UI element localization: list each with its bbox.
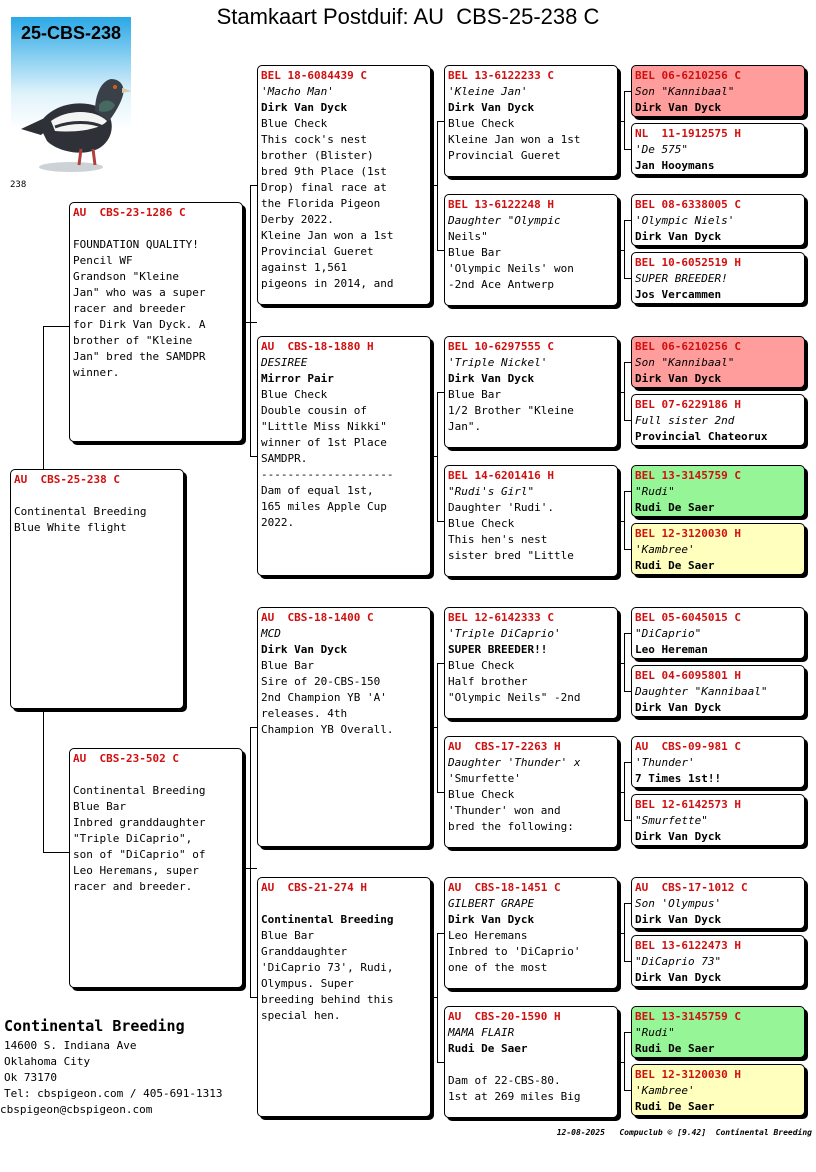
- grandparent-card: [257, 877, 431, 1117]
- owner-name: Dirk Van Dyck: [261, 101, 348, 114]
- ancestor-card: [631, 123, 805, 175]
- description-line: [14, 488, 180, 504]
- connector-line: [250, 727, 257, 728]
- description-line: Blue Check: [448, 788, 515, 801]
- ring-number: BEL 12-3120030 H: [635, 1068, 741, 1081]
- owner-name: Rudi De Saer: [448, 1042, 528, 1055]
- ring-number: NL 11-1912575 H: [635, 127, 741, 140]
- description-line: -2nd Ace Antwerp: [448, 278, 554, 291]
- connector-line: [624, 220, 631, 221]
- description-line: 2022.: [261, 516, 295, 529]
- connector-line: [624, 762, 631, 763]
- connector-line: [624, 278, 631, 279]
- ring-number: BEL 06-6210256 C: [635, 340, 741, 353]
- connector-line: [437, 933, 444, 934]
- pigeon-name: "Smurfette": [635, 814, 708, 827]
- pigeon-name: Daughter "Olympic: [448, 214, 561, 227]
- description-line: Blue Bar: [448, 246, 501, 259]
- description-line: Pencil WF: [73, 254, 133, 267]
- page-title: Stamkaart Postduif: AU CBS-25-238 C: [216, 4, 600, 29]
- description-line: Sire of 20-CBS-150: [261, 675, 381, 688]
- connector-line: [437, 392, 444, 393]
- connector-line: [624, 91, 631, 92]
- great-grandparent-card: [444, 736, 618, 848]
- connector-line: [437, 250, 444, 251]
- description-line: Blue Check: [448, 117, 515, 130]
- ring-number: AU CBS-21-274 H: [261, 881, 367, 894]
- connector-line: [624, 903, 625, 961]
- pigeon-name: MCD: [261, 627, 281, 640]
- ancestor-card: [631, 65, 805, 117]
- ring-number: BEL 13-3145759 C: [635, 1010, 741, 1023]
- connector-line: [43, 326, 44, 469]
- owner-name: Leo Hereman: [635, 643, 708, 656]
- owner-name: Continental Breeding: [261, 913, 394, 926]
- description-line: [448, 1057, 614, 1073]
- description-line: Provincial Gueret: [261, 245, 374, 258]
- pigeon-name: 'Kambree': [635, 543, 695, 556]
- owner-name: Dirk Van Dyck: [448, 101, 535, 114]
- description-line: Blue Bar: [73, 800, 126, 813]
- connector-line: [624, 1032, 631, 1033]
- pigeon-name: 'Triple DiCaprio': [448, 627, 561, 640]
- ancestor-card: [631, 336, 805, 388]
- owner-name: Rudi De Saer: [635, 1042, 715, 1055]
- connector-line: [437, 121, 438, 250]
- sire-card: [69, 202, 243, 442]
- description-line: Grandson "Kleine: [73, 270, 179, 283]
- breeder-info: [0, 1017, 223, 1118]
- description-line: This hen's nest: [448, 533, 548, 546]
- description-line: Inbred granddaughter: [73, 816, 206, 829]
- owner-name: Dirk Van Dyck: [448, 372, 535, 385]
- ring-number: AU CBS-09-981 C: [635, 740, 741, 753]
- connector-line: [624, 691, 631, 692]
- pigeon-name: Daughter "Kannibaal": [635, 685, 768, 698]
- dam-card: [69, 748, 243, 988]
- description-line: Double cousin of: [261, 404, 367, 417]
- description-line: 'Smurfette': [448, 772, 521, 785]
- description-line: "Olympic Neils" -2nd: [448, 691, 581, 704]
- connector-line: [624, 1090, 631, 1091]
- description-line: against 1,561: [261, 261, 348, 274]
- ancestor-card: [631, 935, 805, 987]
- description-line: winner of 1st Place: [261, 436, 387, 449]
- connector-line: [624, 633, 625, 691]
- description-line: Olympus. Super: [261, 977, 354, 990]
- description-line: breeding behind this: [261, 993, 394, 1006]
- description-line: Dam of 22-CBS-80.: [448, 1074, 561, 1087]
- ancestor-card: [631, 394, 805, 446]
- ring-number: AU CBS-25-238 C: [14, 473, 120, 486]
- ring-number: BEL 13-6122248 H: [448, 198, 554, 211]
- owner-name: 7 Times 1st!!: [635, 772, 722, 785]
- great-grandparent-card: [444, 607, 618, 719]
- description-line: pigeons in 2014, and: [261, 277, 394, 290]
- ring-number: BEL 12-6142333 C: [448, 611, 554, 624]
- description-line: SAMDPR.: [261, 452, 308, 465]
- description-line: bred 9th Place (1st: [261, 165, 387, 178]
- pigeon-name: Son "Kannibaal": [635, 356, 735, 369]
- great-grandparent-card: [444, 65, 618, 177]
- description-line: Blue Bar: [261, 929, 314, 942]
- connector-line: [624, 820, 631, 821]
- owner-name: Dirk Van Dyck: [635, 830, 722, 843]
- description-line: winner.: [73, 366, 120, 379]
- pigeon-name: Son "Kannibaal": [635, 85, 735, 98]
- pigeon-name: "Rudi": [635, 485, 675, 498]
- description-line: Blue Check: [448, 517, 515, 530]
- description-line: Blue Check: [448, 659, 515, 672]
- ancestor-card: [631, 736, 805, 788]
- connector-line: [437, 121, 444, 122]
- grandparent-card: [257, 65, 431, 305]
- description-line: Dam of equal 1st,: [261, 484, 374, 497]
- pigeon-name: "DiCaprio 73": [635, 955, 722, 968]
- connector-line: [624, 362, 625, 420]
- description-line: Drop) final race at: [261, 181, 387, 194]
- owner-name: Mirror Pair: [261, 372, 334, 385]
- ancestor-card: [631, 1064, 805, 1116]
- breeder-address-line: Oklahoma City: [4, 1055, 91, 1068]
- connector-line: [624, 903, 631, 904]
- description-line: Leo Heremans: [448, 929, 528, 942]
- owner-name: Provincial Chateorux: [635, 430, 768, 443]
- description-line: bred the following:: [448, 820, 574, 833]
- pigeon-name: 'Kambree': [635, 1084, 695, 1097]
- pigeon-name: "Rudi's Girl": [448, 485, 535, 498]
- ancestor-card: [631, 194, 805, 246]
- connector-line: [624, 491, 631, 492]
- great-grandparent-card: [444, 877, 618, 989]
- pigeon-name: 'Kleine Jan': [448, 85, 528, 98]
- ring-number: BEL 04-6095801 H: [635, 669, 741, 682]
- ring-number: AU CBS-18-1451 C: [448, 881, 561, 894]
- connector-line: [437, 663, 438, 792]
- description-line: 2nd Champion YB 'A': [261, 691, 387, 704]
- description-line: Blue Bar: [261, 659, 314, 672]
- description-line: Half brother: [448, 675, 528, 688]
- pigeon-name: Son 'Olympus': [635, 897, 722, 910]
- description-line: 1/2 Brother "Kleine: [448, 404, 574, 417]
- description-line: Blue Bar: [448, 388, 501, 401]
- description-line: 'Olympic Neils' won: [448, 262, 574, 275]
- connector-line: [437, 933, 438, 1062]
- owner-name: Dirk Van Dyck: [635, 101, 722, 114]
- connector-line: [624, 491, 625, 549]
- pigeon-photo: [11, 17, 131, 177]
- description-line: Granddaughter: [261, 945, 348, 958]
- owner-name: Dirk Van Dyck: [261, 643, 348, 656]
- owner-name: Dirk Van Dyck: [635, 230, 722, 243]
- description-line: sister bred "Little: [448, 549, 574, 562]
- ring-number: BEL 13-6122473 H: [635, 939, 741, 952]
- subject-pigeon-card: [10, 469, 184, 709]
- owner-name: Dirk Van Dyck: [448, 913, 535, 926]
- pigeon-name: DESIREE: [261, 356, 308, 369]
- owner-name: Dirk Van Dyck: [635, 701, 722, 714]
- breeder-tel: Tel: cbspigeon.com / 405-691-1313: [4, 1087, 223, 1100]
- description-line: one of the most: [448, 961, 548, 974]
- description-line: releases. 4th: [261, 707, 348, 720]
- pigeon-name: SUPER BREEDER!: [635, 272, 728, 285]
- grandparent-card: [257, 607, 431, 847]
- description-line: 1st at 269 miles Big: [448, 1090, 581, 1103]
- connector-line: [624, 220, 625, 278]
- pigeon-name: 'Thunder': [635, 756, 695, 769]
- ring-number: BEL 10-6297555 C: [448, 340, 554, 353]
- connector-line: [250, 185, 251, 456]
- description-line: brother of "Kleine: [73, 334, 193, 347]
- ring-number: BEL 18-6084439 C: [261, 69, 367, 82]
- ring-number: BEL 13-3145759 C: [635, 469, 741, 482]
- owner-name: Jos Vercammen: [635, 288, 722, 301]
- pigeon-name: Full sister 2nd: [635, 414, 735, 427]
- ring-number: AU CBS-17-2263 H: [448, 740, 561, 753]
- description-line: [73, 221, 239, 237]
- pigeon-name: [261, 896, 427, 912]
- connector-line: [624, 762, 625, 820]
- connector-line: [437, 792, 444, 793]
- photo-label: 25-CBS-238: [20, 23, 122, 43]
- description-line: Continental Breeding: [14, 505, 147, 518]
- description-line: Kleine Jan won a 1st: [448, 133, 581, 146]
- ring-number: BEL 12-6142573 H: [635, 798, 741, 811]
- footer: 12-08-2025 Compuclub © [9.42] Continental Breeding: [556, 1128, 812, 1137]
- ring-number: BEL 06-6210256 C: [635, 69, 741, 82]
- owner-name: Rudi De Saer: [635, 559, 715, 572]
- ring-number: AU CBS-18-1400 C: [261, 611, 374, 624]
- description-line: Blue Check: [261, 388, 328, 401]
- description-line: This cock's nest: [261, 133, 367, 146]
- ancestor-card: [631, 665, 805, 717]
- owner-name: SUPER BREEDER!!: [448, 643, 548, 656]
- owner-name: Dirk Van Dyck: [635, 971, 722, 984]
- description-line: Neils": [448, 230, 488, 243]
- connector-line: [250, 185, 257, 186]
- ancestor-card: [631, 1006, 805, 1058]
- ring-number: BEL 12-3120030 H: [635, 527, 741, 540]
- description-line: Provincial Gueret: [448, 149, 561, 162]
- pigeon-name: "Rudi": [635, 1026, 675, 1039]
- ring-number: BEL 14-6201416 H: [448, 469, 554, 482]
- breeder-address-line: Ok 73170: [4, 1071, 57, 1084]
- pigeon-name: "DiCaprio": [635, 627, 702, 640]
- connector-line: [437, 521, 444, 522]
- photo-caption: 238: [10, 180, 27, 190]
- ring-number: AU CBS-23-1286 C: [73, 206, 186, 219]
- breeder-address-line: 14600 S. Indiana Ave: [4, 1039, 137, 1052]
- pigeon-name: 'Olympic Niels': [635, 214, 735, 227]
- ring-number: BEL 05-6045015 C: [635, 611, 741, 624]
- description-line: "Little Miss Nikki": [261, 420, 387, 433]
- ancestor-card: [631, 794, 805, 846]
- description-line: "Triple DiCaprio",: [73, 832, 193, 845]
- description-line: Jan".: [448, 420, 482, 433]
- ring-number: BEL 08-6338005 C: [635, 198, 741, 211]
- description-line: Continental Breeding: [73, 784, 206, 797]
- breeder-name: Continental Breeding: [4, 1017, 185, 1035]
- ring-number: AU CBS-17-1012 C: [635, 881, 748, 894]
- description-line: racer and breeder: [73, 302, 186, 315]
- connector-line: [43, 326, 69, 327]
- description-line: special hen.: [261, 1009, 341, 1022]
- great-grandparent-card: [444, 194, 618, 306]
- connector-line: [624, 91, 625, 149]
- connector-line: [624, 633, 631, 634]
- description-line: Blue Check: [261, 117, 328, 130]
- description-line: Inbred to 'DiCaprio': [448, 945, 581, 958]
- description-line: Kleine Jan won a 1st: [261, 229, 394, 242]
- owner-name: Dirk Van Dyck: [635, 913, 722, 926]
- ring-number: BEL 10-6052519 H: [635, 256, 741, 269]
- great-grandparent-card: [444, 336, 618, 448]
- connector-line: [437, 663, 444, 664]
- ancestor-card: [631, 523, 805, 575]
- pigeon-name: 'Triple Nickel': [448, 356, 548, 369]
- description-line: [73, 767, 239, 783]
- pigeon-name: MAMA FLAIR: [448, 1026, 515, 1039]
- great-grandparent-card: [444, 465, 618, 577]
- owner-name: Jan Hooymans: [635, 159, 715, 172]
- description-line: Jan" bred the SAMDPR: [73, 350, 206, 363]
- connector-line: [437, 1062, 444, 1063]
- ring-number: BEL 13-6122233 C: [448, 69, 554, 82]
- description-line: 'Thunder' won and: [448, 804, 561, 817]
- ring-number: AU CBS-18-1880 H: [261, 340, 374, 353]
- description-line: brother (Blister): [261, 149, 374, 162]
- connector-line: [624, 420, 631, 421]
- connector-line: [624, 362, 631, 363]
- connector-line: [250, 456, 257, 457]
- description-line: son of "DiCaprio" of: [73, 848, 206, 861]
- owner-name: Rudi De Saer: [635, 501, 715, 514]
- ancestor-card: [631, 465, 805, 517]
- connector-line: [437, 392, 438, 521]
- description-line: Leo Heremans, super: [73, 864, 199, 877]
- connector-line: [624, 1032, 625, 1090]
- description-line: Derby 2022.: [261, 213, 334, 226]
- connector-line: [250, 997, 257, 998]
- connector-line: [43, 852, 69, 853]
- description-line: Daughter 'Rudi'.: [448, 501, 554, 514]
- description-line: 'DiCaprio 73', Rudi,: [261, 961, 394, 974]
- ancestor-card: [631, 252, 805, 304]
- description-line: 165 miles Apple Cup: [261, 500, 387, 513]
- description-line: racer and breeder.: [73, 880, 193, 893]
- ring-number: BEL 07-6229186 H: [635, 398, 741, 411]
- pigeon-name: Daughter 'Thunder' x: [448, 756, 581, 769]
- connector-line: [43, 709, 44, 852]
- connector-line: [624, 549, 631, 550]
- description-line: --------------------: [261, 468, 394, 481]
- description-line: FOUNDATION QUALITY!: [73, 238, 199, 251]
- ancestor-card: [631, 877, 805, 929]
- owner-name: Rudi De Saer: [635, 1100, 715, 1113]
- connector-line: [250, 727, 251, 997]
- description-line: the Florida Pigeon: [261, 197, 381, 210]
- description-line: Blue White flight: [14, 521, 127, 534]
- description-line: Jan" who was a super: [73, 286, 206, 299]
- connector-line: [624, 149, 631, 150]
- connector-line: [624, 961, 631, 962]
- great-grandparent-card: [444, 1006, 618, 1118]
- ancestor-card: [631, 607, 805, 659]
- breeder-email: cbspigeon@cbspigeon.com: [0, 1103, 153, 1116]
- grandparent-card: [257, 336, 431, 576]
- ring-number: AU CBS-23-502 C: [73, 752, 179, 765]
- pigeon-name: 'Macho Man': [261, 85, 334, 98]
- description-line: Champion YB Overall.: [261, 723, 394, 736]
- description-line: for Dirk Van Dyck. A: [73, 318, 206, 331]
- pigeon-name: 'De 575": [635, 143, 688, 156]
- owner-name: Dirk Van Dyck: [635, 372, 722, 385]
- ring-number: AU CBS-20-1590 H: [448, 1010, 561, 1023]
- pigeon-name: GILBERT GRAPE: [448, 897, 535, 910]
